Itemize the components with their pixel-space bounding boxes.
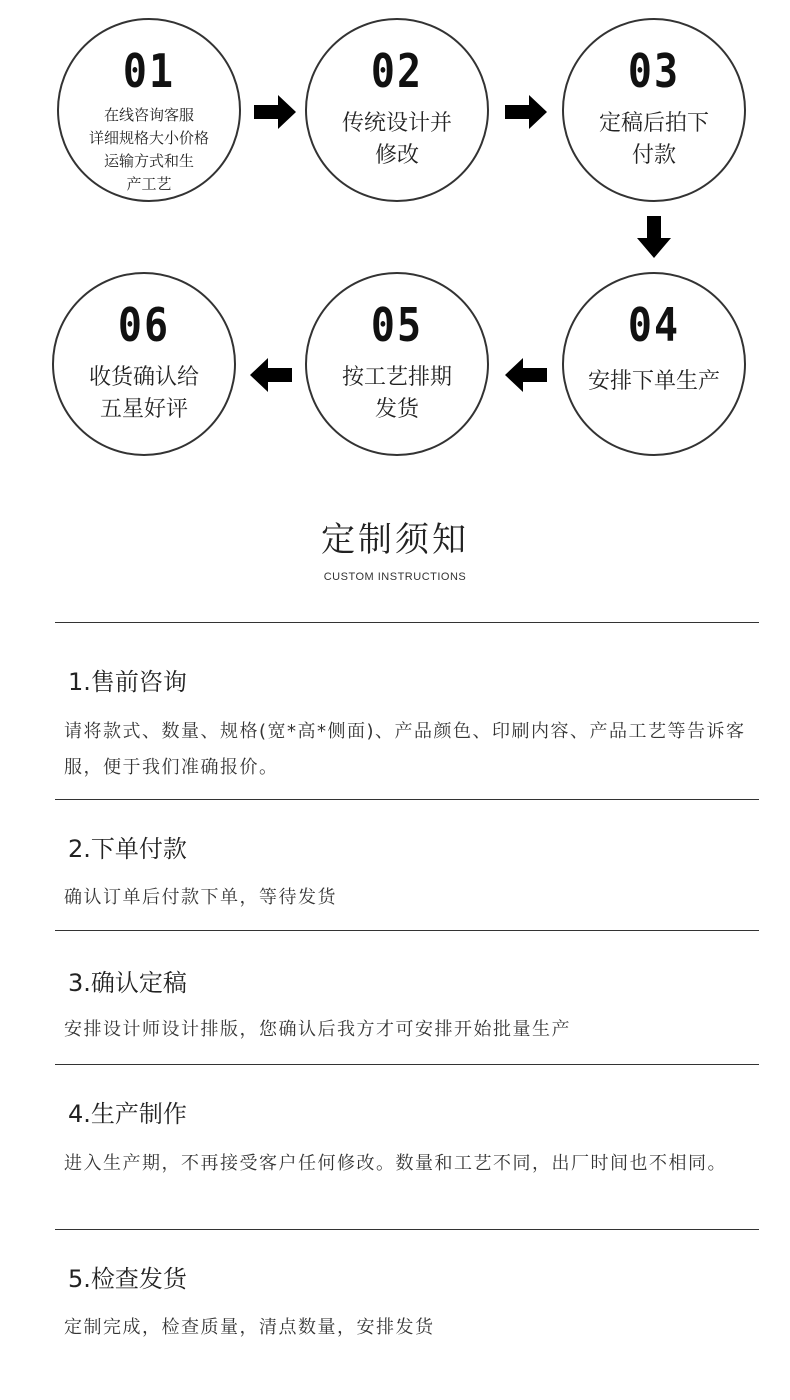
- step-circle-01: [57, 18, 241, 202]
- divider: [55, 930, 759, 931]
- instruction-title: 5.检查发货: [68, 1265, 187, 1293]
- instruction-desc: 进入生产期，不再接受客户任何修改。数量和工艺不同，出厂时间也不相同。: [64, 1153, 727, 1174]
- divider: [55, 1229, 759, 1230]
- step-text-line: 安排下单生产: [587, 369, 720, 394]
- arrow-right-icon: [252, 92, 298, 132]
- step-number: 05: [370, 299, 424, 353]
- instruction-title: 2.下单付款: [68, 835, 187, 863]
- page-subtitle: CUSTOM INSTRUCTIONS: [323, 571, 467, 583]
- step-circle-02: [305, 18, 489, 202]
- step-text-line: 按工艺排期 发货: [341, 365, 452, 422]
- instruction-desc: 确认订单后付款下单，等待发货: [64, 887, 337, 908]
- step-text-line: 收货确认给 五星好评: [88, 365, 199, 422]
- divider: [55, 799, 759, 800]
- instruction-desc: 安排设计师设计排版，您确认后我方才可安排开始批量生产: [64, 1019, 571, 1040]
- instruction-title: 1.售前咨询: [68, 668, 187, 696]
- step-number: 06: [117, 299, 171, 353]
- arrow-down-icon: [631, 214, 677, 260]
- step-text: [67, 362, 221, 426]
- step-number: 03: [627, 45, 681, 99]
- step-text: [320, 108, 474, 172]
- process-flow: [0, 0, 790, 470]
- step-number: 02: [370, 45, 424, 99]
- step-circle-05: [305, 272, 489, 456]
- page-title: 定制须知: [321, 520, 469, 560]
- arrow-left-icon: [248, 355, 294, 395]
- step-text-line: 在线咨询客服 详细规格大小价格 运输方式和生 产工艺: [88, 106, 209, 193]
- instruction-title: 3.确认定稿: [68, 969, 187, 997]
- arrow-left-icon: [503, 355, 549, 395]
- instruction-desc: 请将款式、数量、规格(宽*高*侧面)、产品颜色、印刷内容、产品工艺等告诉客服，便于我们准确报价。: [64, 721, 746, 778]
- step-text: [566, 366, 742, 398]
- instruction-title: 4.生产制作: [68, 1100, 187, 1128]
- step-number: 04: [627, 299, 681, 353]
- step-circle-04: [562, 272, 746, 456]
- step-circle-03: [562, 18, 746, 202]
- step-number: 01: [122, 45, 176, 99]
- divider: [55, 1064, 759, 1065]
- arrow-right-icon: [503, 92, 549, 132]
- divider: [55, 622, 759, 623]
- instruction-desc: 定制完成，检查质量，清点数量，安排发货: [64, 1317, 435, 1338]
- step-text: [71, 104, 227, 196]
- step-text: [320, 362, 474, 426]
- step-text: [577, 108, 731, 172]
- step-text-line: 定稿后拍下 付款: [598, 111, 709, 168]
- step-text-line: 传统设计并 修改: [341, 111, 452, 168]
- step-circle-06: [52, 272, 236, 456]
